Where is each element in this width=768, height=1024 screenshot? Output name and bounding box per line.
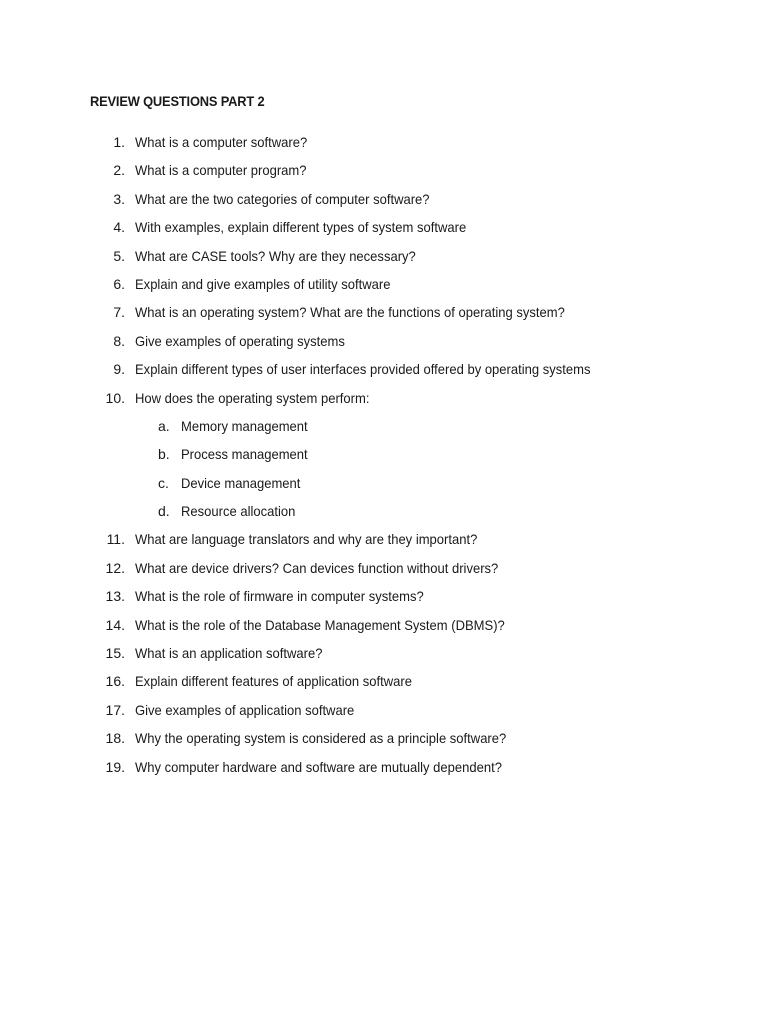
question-item [0,388,768,416]
sub-item [0,473,768,501]
question-item [0,160,768,188]
question-number: 15. [105,645,125,662]
sub-item-letter: b. [158,446,170,463]
question-text: What is a computer program? [135,162,307,179]
question-item [0,302,768,330]
question-number: 3. [113,190,125,207]
sub-item-text: Resource allocation [181,503,296,520]
question-item [0,700,768,728]
question-text: What is the role of firmware in computer systems? [135,588,424,605]
question-item [0,189,768,217]
question-text: Explain different types of user interfaces provided offered by operating systems [135,361,591,378]
question-text: How does the operating system perform: [135,389,370,406]
sub-item-letter: a. [158,417,170,434]
question-item [0,331,768,359]
question-number: 9. [113,361,125,378]
question-item [0,529,768,557]
question-number: 14. [105,616,125,633]
question-number: 12. [105,559,125,576]
question-number: 8. [113,332,125,349]
document-title: REVIEW QUESTIONS PART 2 [90,93,265,109]
question-text: What is the role of the Database Management System (DBMS)? [135,616,505,633]
sub-item-text: Device management [181,474,301,491]
question-number: 4. [113,219,125,236]
sub-item [0,501,768,529]
question-number: 6. [113,275,125,292]
question-text: Explain different features of application software [135,673,412,690]
question-text: What is an operating system? What are the functions of operating system? [135,304,565,321]
question-text: Why computer hardware and software are mutually dependent? [135,758,502,775]
question-item [0,728,768,756]
question-item [0,217,768,245]
question-text: What is a computer software? [135,134,308,150]
question-number: 19. [105,758,125,775]
question-item [0,586,768,614]
question-text: Give examples of operating systems [135,332,345,349]
question-text: With examples, explain different types of system software [135,219,467,236]
question-text: What are language translators and why are they important? [135,531,478,548]
sub-item-letter: c. [158,474,169,491]
sub-item-letter: d. [158,503,170,520]
question-number: 2. [113,162,125,179]
sub-item [0,444,768,472]
question-number: 1. [113,134,125,150]
question-item [0,757,768,785]
question-text: What is an application software? [135,645,323,662]
question-text: Give examples of application software [135,701,355,718]
question-number: 10. [105,389,125,406]
question-item [0,359,768,387]
question-item [0,132,768,160]
question-text: What are device drivers? Can devices function without drivers? [135,559,499,576]
question-text: What are the two categories of computer software? [135,190,430,207]
sub-item-text: Memory management [181,417,308,434]
question-item [0,643,768,671]
question-text: Why the operating system is considered as a principle software? [135,730,507,747]
question-item [0,615,768,643]
question-number: 5. [113,247,125,264]
question-list [0,132,768,785]
question-text: Explain and give examples of utility software [135,275,391,292]
question-number: 11. [106,531,125,548]
sub-item [0,416,768,444]
question-number: 18. [105,730,125,747]
question-number: 13. [105,588,125,605]
question-item [0,246,768,274]
question-text: What are CASE tools? Why are they necessary? [135,247,416,264]
question-number: 7. [113,304,125,321]
question-item [0,558,768,586]
question-item [0,671,768,699]
question-number: 16. [105,673,125,690]
question-item [0,274,768,302]
sub-item-text: Process management [181,446,308,463]
question-number: 17. [105,701,125,718]
